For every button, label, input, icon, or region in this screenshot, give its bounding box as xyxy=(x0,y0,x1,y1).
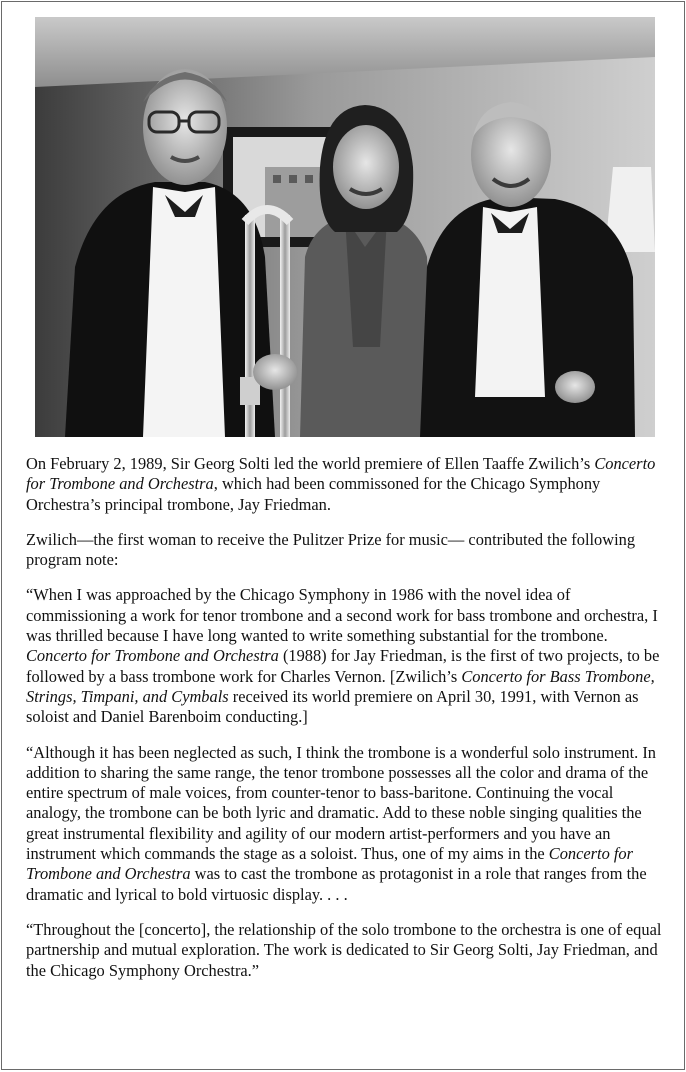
text-run: Zwilich—the first woman to receive the Pulitzer Prize for music— contributed the following program note: xyxy=(26,529,636,570)
text-run: “Although it has been neglected as such, I think the trombone is a wonderful solo instrument. In addition to sharing the same range, the tenor trombone possesses all the color and drama of the entire spectrum of male voices, from counter-tenor to bass-baritone. Continuing the vocal analogy, the trombone can be both lyric and dramatic. Add to these noble singing qualities the great instrumental flexibility and agility of our modern artist-performers and you have an instrument which commands the stage as a soloist. Thus, one of my aims in the xyxy=(26,742,656,864)
paragraph-quote-dedication xyxy=(26,920,666,981)
photograph-of-three-musicians-icon xyxy=(35,17,655,437)
text-run: On February 2, 1989, Sir Georg Solti led the world premiere of Ellen Taaffe Zwilich’s xyxy=(26,454,595,473)
text-run: “Throughout the [concerto], the relationship of the solo trombone to the orchestra is one of equal partnership and mutual exploration. The work is dedicated to Sir Georg Solti, Jay Friedman, and the Chicago Symphony Orchestra.” xyxy=(26,919,662,980)
paragraph-quote-commission xyxy=(26,585,666,727)
paragraph-quote-trombone xyxy=(26,743,666,905)
article-text xyxy=(26,454,666,996)
italic-title: Concerto for Trombone and Orchestra xyxy=(26,844,633,884)
text-run: “When I was approached by the Chicago Symphony in 1986 with the novel idea of commissioning a work for tenor trombone and a second work for bass trombone and orchestra, I was thrilled because I have long wanted to write something substantial for the trombone. xyxy=(26,585,658,646)
document-page xyxy=(1,1,685,1070)
text-run: was to cast the trombone as protagonist in a role that ranges from the dramatic and lyrical to bold virtuosic display. . . . xyxy=(26,864,647,904)
text-run: , which had been commissoned for the Chicago Symphony Orchestra’s principal trombone, Jay Friedman. xyxy=(26,474,601,514)
text-run: received its world premiere on April 30, 1991, with Vernon as soloist and Daniel Barenboim conducting.] xyxy=(26,686,639,727)
paragraph-premiere xyxy=(26,454,666,515)
italic-title: Concerto for Bass Trombone, Strings, Timpani, and Cymbals xyxy=(26,666,655,706)
text-run: (1988) for Jay Friedman, is the first of two projects, to be followed by a bass trombone work for Charles Vernon. [Zwilich’s xyxy=(26,646,660,686)
italic-title: Concerto for Trombone and Orchestra xyxy=(26,454,656,494)
paragraph-zwilich-note xyxy=(26,530,666,571)
italic-title: Concerto for Trombone and Orchestra xyxy=(26,646,279,666)
photograph xyxy=(35,17,655,437)
